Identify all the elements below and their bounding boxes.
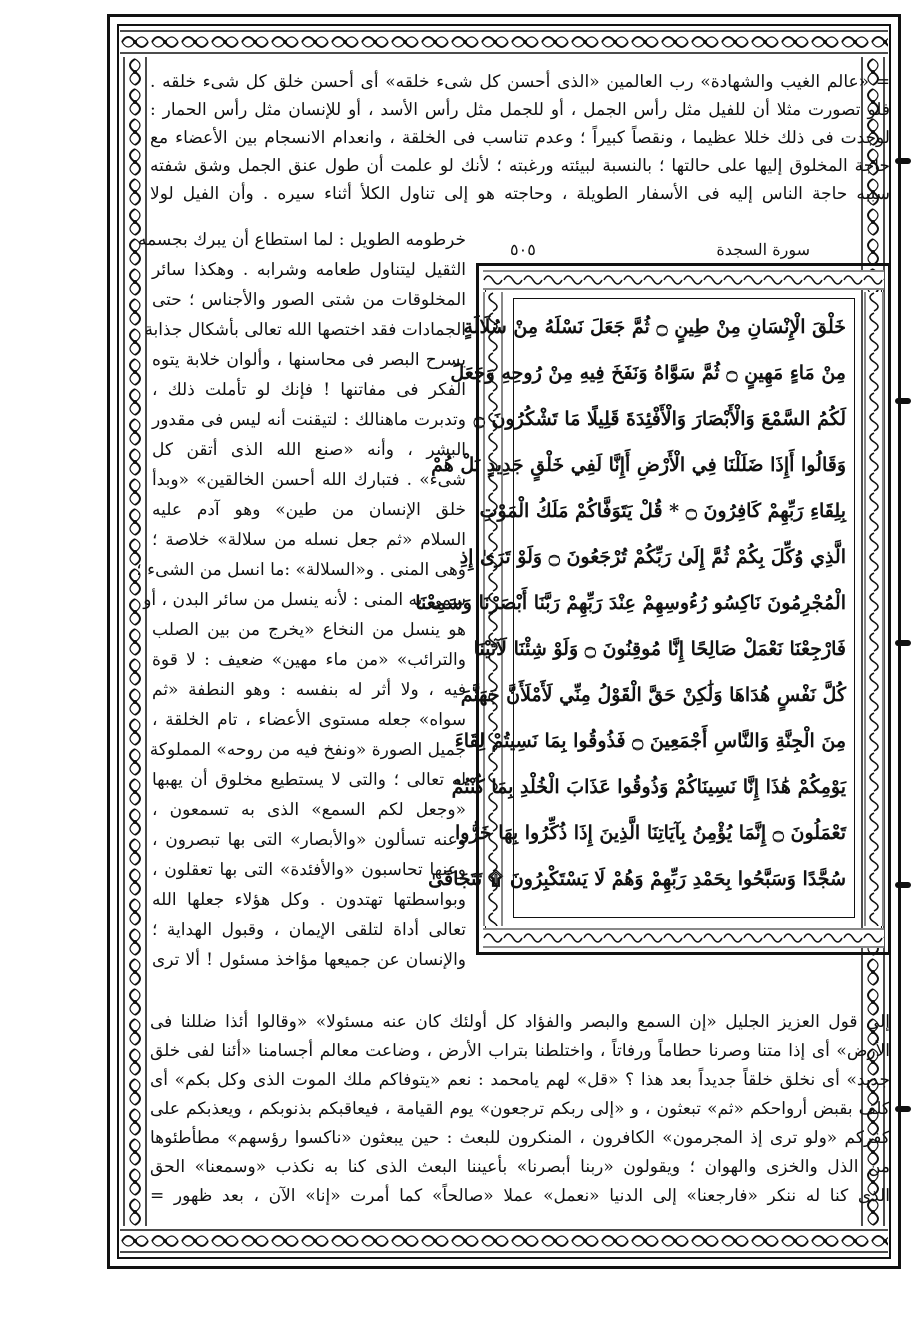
quran-box-ornament-right [864, 292, 884, 926]
commentary-line: شىء» . فتبارك الله أحسن الخالقين» «وبدأ [152, 470, 466, 490]
edge-mark [895, 158, 911, 164]
commentary-line: من الذل والخزى والهوان ؛ ويقولون «ربنا أبصرنا» بأعيننا البعث الذى كنا به نكذب «وسمعنا» الحق [150, 1157, 890, 1177]
ornament-band-bottom [120, 1228, 888, 1254]
verse-line: يَوْمِكُمْ هَٰذَا إِنَّا نَسِينَاكُمْ وَذُوقُوا عَذَابَ الْخُلْدِ بِمَا كُنْتُمْ [451, 776, 846, 798]
surah-header [490, 240, 870, 262]
verse-line: تَعْمَلُونَ ۝ إِنَّمَا يُؤْمِنُ بِآيَاتِنَا الَّذِينَ إِذَا ذُكِّرُوا بِهَا خَرُّوا [454, 822, 846, 844]
commentary-line: لوجدت فى ذلك خللا عظيما ، ونقصاً كبيراً ؛ وعدم تناسب فى الخلقة ، وانعدام الانسجام بين الأعضاء مع [150, 128, 890, 148]
ornament-band-top [120, 29, 888, 55]
commentary-line: «وجعل لكم السمع» الذى به تسمعون ، [152, 800, 466, 820]
verse-line: الْمُجْرِمُونَ نَاكِسُو رُءُوسِهِمْ عِنْدَ رَبِّهِمْ رَبَّنَا أَبْصَرْنَا وَسَمِعْنَا [415, 592, 846, 614]
commentary-line: الثقيل ليتناول طعامه وشرابه . وهكذا سائر [152, 260, 466, 280]
commentary-line: سببه حاجة الناس إليه فى الأسفار الطويلة ، وحاجته هو إلى تناول الكلأ أثناء سيره . وأن الفيل لولا [150, 184, 890, 204]
commentary-line: كفركم «ولو ترى إذ المجرمون» الكافرون ، المنكرون للبعث : حين يبعثون «ناكسوا رؤسهم» مطأطئوها [150, 1128, 890, 1148]
page-number: ٥٠٥ [510, 240, 536, 259]
commentary-line: فلو تصورت مثلا أن للفيل مثل رأس الجمل ، أو للجمل مثل رأس الأسد ، أو للإنسان مثل رأس الحمار : [150, 100, 890, 120]
quran-box-ornament-bottom [483, 928, 884, 948]
edge-mark [895, 1106, 911, 1112]
verse-line: الَّذِي وُكِّلَ بِكُمْ ثُمَّ إِلَىٰ رَبِّكُمْ تُرْجَعُونَ ۝ وَلَوْ تَرَىٰ إِذِ [459, 546, 846, 568]
commentary-line: البشر ، وأنه «صنع الله الذى أتقن كل [152, 440, 466, 460]
edge-mark [895, 398, 911, 404]
commentary-line: والإنسان عن جميعها مؤاخذ مسئول ! ألا ترى [152, 950, 466, 970]
verse-line: بِلِقَاءِ رَبِّهِمْ كَافِرُونَ ۝ * قُلْ يَتَوَفَّاكُمْ مَلَكُ الْمَوْتِ [479, 500, 846, 522]
commentary-line: سمى به المنى : لأنه ينسل من سائر البدن ، أو [143, 590, 466, 610]
commentary-line: الذى كنا له ننكر «فارجعنا» إلى الدنيا «نعمل» عملا «صالحاً» كما أمرت «إنا» الآن ، بعد ظهور = [150, 1186, 890, 1206]
verse-line: مِنْ مَاءٍ مَهِينٍ ۝ ثُمَّ سَوَّاهُ وَنَفَخَ فِيهِ مِنْ رُوحِهِ وَجَعَلَ [450, 362, 846, 384]
commentary-line: حاجة المخلوق إليها على حالتها ؛ بالنسبة لبيئته ورغبته ؛ لأنك لو علمت أن طول عنق الجمل وشق شفته [150, 156, 890, 176]
commentary-line: جديد» أى نخلق خلقاً جديداً بعد هذا ؟ «قل» لهم يامحمد : نعم «يتوفاكم ملك الموت الذى وكل بكم» أى [150, 1070, 890, 1090]
commentary-line: هو ينسل من النخاع «يخرج من بين الصلب [152, 620, 466, 640]
commentary-line: فيه ، ولا أثر له بنفسه : وهو النطفة «ثم [152, 680, 466, 700]
commentary-line: وعنها تحاسبون «والأفئدة» التى بها تعقلون ، [152, 860, 466, 880]
commentary-line: له تعالى ؛ والتى لا يستطيع مخلوق أن يهبها [152, 770, 466, 790]
commentary-line: خلق الإنسان من طين» وهو آدم عليه [152, 500, 466, 520]
commentary-line: السلام «ثم جعل نسله من سلالة» خلاصة ؛ [152, 530, 466, 550]
verse-line: سُجَّدًا وَسَبَّحُوا بِحَمْدِ رَبِّهِمْ وَهُمْ لَا يَسْتَكْبِرُونَ ۩ تَتَجَافَىٰ [428, 868, 846, 890]
verse-line: لَكُمُ السَّمْعَ وَالْأَبْصَارَ وَالْأَفْئِدَةَ قَلِيلًا مَا تَشْكُرُونَ ۝ [473, 408, 846, 430]
commentary-line: كلف بقبض أرواحكم «ثم» تبعثون ، و «إلى ربكم ترجعون» يوم القيامة ، فيعاقبكم بذنوبكم ، ويعذبكم على [150, 1099, 890, 1119]
commentary-line: الفكر فى مفاتنها ! فإنك لو تأملت ذلك ، [152, 380, 466, 400]
commentary-line: الجمادات فقد اختصها الله تعالى بأشكال جذابة [144, 320, 466, 340]
commentary-line: الأرض» أى إذا متنا وصرنا حطاماً ورفاتاً ، واختلطنا بتراب الأرض ، وضاعت معالم أجسامنا «أئنا لفى خلق [150, 1041, 890, 1061]
verse-line: فَارْجِعْنَا نَعْمَلْ صَالِحًا إِنَّا مُوقِنُونَ ۝ وَلَوْ شِئْنَا لَآتَيْنَا [473, 638, 846, 660]
commentary-line: إلى قول العزيز الجليل «إن السمع والبصر والفؤاد كل أولئك كان عنه مسئولا» «وقالوا أئذا ضللنا فى [150, 1012, 890, 1032]
commentary-line: وهى المنى . و«السلالة» :ما انسل من الشىء ؛ [136, 560, 466, 580]
commentary-line: = «عالم الغيب والشهادة» رب العالمين «الذى أحسن كل شىء خلقه» أى أحسن خلق كل شىء خلقه . [150, 72, 890, 92]
commentary-line: سواه» جعله مستوى الأعضاء ، تام الخلقة ، [152, 710, 466, 730]
quran-verses-panel [415, 298, 855, 918]
commentary-line: والترائب» «من ماء مهين» ضعيف : لا قوة [152, 650, 466, 670]
commentary-line: المخلوقات من شتى الصور والأجناس ؛ حتى [152, 290, 466, 310]
edge-mark [895, 882, 911, 888]
verse-line: مِنَ الْجِنَّةِ وَالنَّاسِ أَجْمَعِينَ ۝ فَذُوقُوا بِمَا نَسِيتُمْ لِقَاءَ [454, 730, 846, 752]
commentary-line: وتدبرت ماهنالك : لتيقنت أنه ليس فى مقدور [152, 410, 466, 430]
commentary-line: تعالى أداة لتلقى الإيمان ، وقبول الهداية ؛ [152, 920, 466, 940]
verse-line: وَقَالُوا أَإِذَا ضَلَلْنَا فِي الْأَرْضِ أَإِنَّا لَفِي خَلْقٍ جَدِيدٍ بَلْ هُمْ [431, 454, 846, 476]
edge-mark [895, 640, 911, 646]
quran-text-box [415, 263, 891, 955]
commentary-line: وعنه تسألون «والأبصار» التى بها تبصرون ، [152, 830, 466, 850]
quran-box-ornament-top [483, 270, 884, 290]
commentary-line: خرطومه الطويل : لما استطاع أن يبرك بجسمه [137, 230, 466, 250]
commentary-line: وبواسطتها تهتدون . وكل هؤلاء جعلها الله [152, 890, 466, 910]
verse-line: خَلْقَ الْإِنْسَانِ مِنْ طِينٍ ۝ ثُمَّ جَعَلَ نَسْلَهُ مِنْ سُلَالَةٍ [463, 316, 846, 338]
verse-line: كُلَّ نَفْسٍ هُدَاهَا وَلَٰكِنْ حَقَّ الْقَوْلُ مِنِّي لَأَمْلَأَنَّ جَهَنَّمَ [460, 684, 846, 706]
commentary-line: يسرح البصر فى محاسنها ، وألوان خلابة يتوه [152, 350, 466, 370]
commentary-line: جميل الصورة «ونفخ فيه من روحه» المملوكة [149, 740, 466, 760]
surah-name: سورة السجدة [716, 240, 810, 259]
